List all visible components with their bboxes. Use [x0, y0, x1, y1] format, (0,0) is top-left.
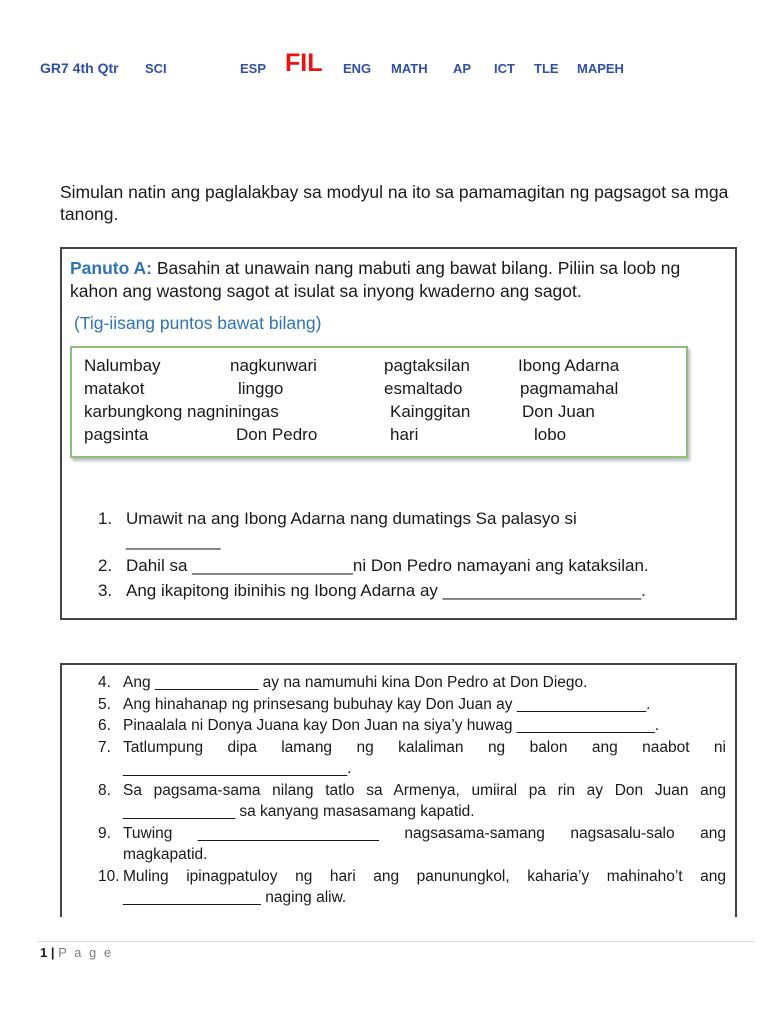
question-text: Muling ipinagpatuloy ng hari ang panunungkol, kaharia’y mahinaho’t ang [123, 868, 726, 885]
nav-link-fil-active[interactable]: FIL [285, 49, 323, 77]
question-text: Ang ____________ ay na namumuhi kina Don Pedro at Don Diego. [123, 674, 588, 691]
question-number: 2. [98, 556, 113, 575]
question-number: 6. [98, 717, 111, 734]
intro-paragraph: Simulan natin ang paglalakbay sa modyul na ito sa pamamagitan ng pagsagot sa mga tanong. [60, 182, 729, 224]
question-text: Pinaalala ni Donya Juana kay Don Juan na siya’y huwag ________________. [123, 717, 660, 734]
word-bank-item: esmaltado [384, 379, 463, 398]
panuto-label: Panuto A: [70, 258, 152, 278]
question-text: Umawit na ang Ibong Adarna nang dumatings Sa palasyo si [126, 509, 577, 528]
word-bank-item: lobo [534, 425, 567, 444]
word-bank-item: Nalumbay [84, 356, 161, 375]
question-number: 5. [98, 696, 111, 713]
nav-link-esp[interactable]: ESP [240, 61, 267, 76]
word-bank-item: nagkunwari [230, 356, 317, 375]
word-bank-item: pagsinta [84, 425, 149, 444]
subject-nav [0, 49, 768, 82]
question-text: magkapatid. [123, 846, 208, 863]
word-bank-item: pagtaksilan [384, 356, 471, 375]
question-text: _____________ sa kanyang masasamang kapatid. [123, 803, 475, 820]
grade-quarter-label: GR7 4th Qtr [40, 60, 119, 76]
word-bank-item: karbungkong nagniningas [84, 402, 279, 421]
nav-link-eng[interactable]: ENG [343, 61, 372, 76]
question-text: ________________ naging aliw. [123, 889, 347, 906]
page-footer [40, 945, 113, 960]
question-text: Sa pagsama-sama nilang tatlo sa Armenya, umiiral pa rin ay Don Juan ang [123, 782, 726, 799]
nav-link-ict[interactable]: ICT [494, 61, 515, 76]
nav-link-sci[interactable]: SCI [145, 61, 167, 76]
panuto-text: Basahin at unawain nang mabuti ang bawat bilang. Piliin sa loob ng kahon ang wastong sagot at isulat sa inyong kwaderno ang sagot. [70, 258, 681, 301]
word-bank-item: Ibong Adarna [518, 356, 620, 375]
answer-blank: __________ [126, 531, 221, 550]
word-bank-box [70, 346, 688, 458]
word-bank-item: Don Pedro [236, 425, 318, 444]
question-text: Tuwing _____________________ nagsasama-samang nagsasalu-salo ang [123, 825, 726, 842]
panuto-instructions [70, 257, 725, 303]
question-text: Ang ikapitong ibinihis ng Ibong Adarna ay _____________________. [126, 581, 646, 600]
question-number: 3. [98, 581, 113, 600]
answer-blank: __________________________. [123, 760, 352, 777]
question-text: Tatlumpung dipa lamang ng kalaliman ng balon ang naabot ni [123, 739, 726, 756]
word-bank-item: matakot [84, 379, 145, 398]
questions-b-box [60, 663, 737, 917]
nav-link-ap[interactable]: AP [453, 61, 472, 76]
word-bank-item: linggo [238, 379, 284, 398]
points-note: (Tig-iisang puntos bawat bilang) [74, 313, 322, 333]
question-number: 1. [98, 509, 113, 528]
question-number: 8. [98, 782, 111, 799]
word-bank-item: pagmamahal [520, 379, 619, 398]
question-text: Dahil sa _________________ni Don Pedro namayani ang kataksilan. [126, 556, 649, 575]
question-text: Ang hinahanap ng prinsesang bubuhay kay Don Juan ay _______________. [123, 696, 651, 713]
page-separator: | [47, 945, 59, 960]
page-number: 1 [40, 945, 48, 960]
page-label: P a g e [58, 945, 114, 960]
word-bank-item: hari [390, 425, 419, 444]
panuto-a-box [60, 247, 737, 620]
question-number: 10. [98, 868, 120, 885]
nav-link-mapeh[interactable]: MAPEH [577, 61, 624, 76]
nav-link-tle[interactable]: TLE [534, 61, 559, 76]
nav-link-math[interactable]: MATH [391, 61, 428, 76]
question-number: 9. [98, 825, 111, 842]
word-bank-item: Don Juan [522, 402, 595, 421]
question-number: 7. [98, 739, 111, 756]
word-bank-item: Kainggitan [390, 402, 471, 421]
footer-divider [38, 941, 754, 942]
question-number: 4. [98, 674, 111, 691]
